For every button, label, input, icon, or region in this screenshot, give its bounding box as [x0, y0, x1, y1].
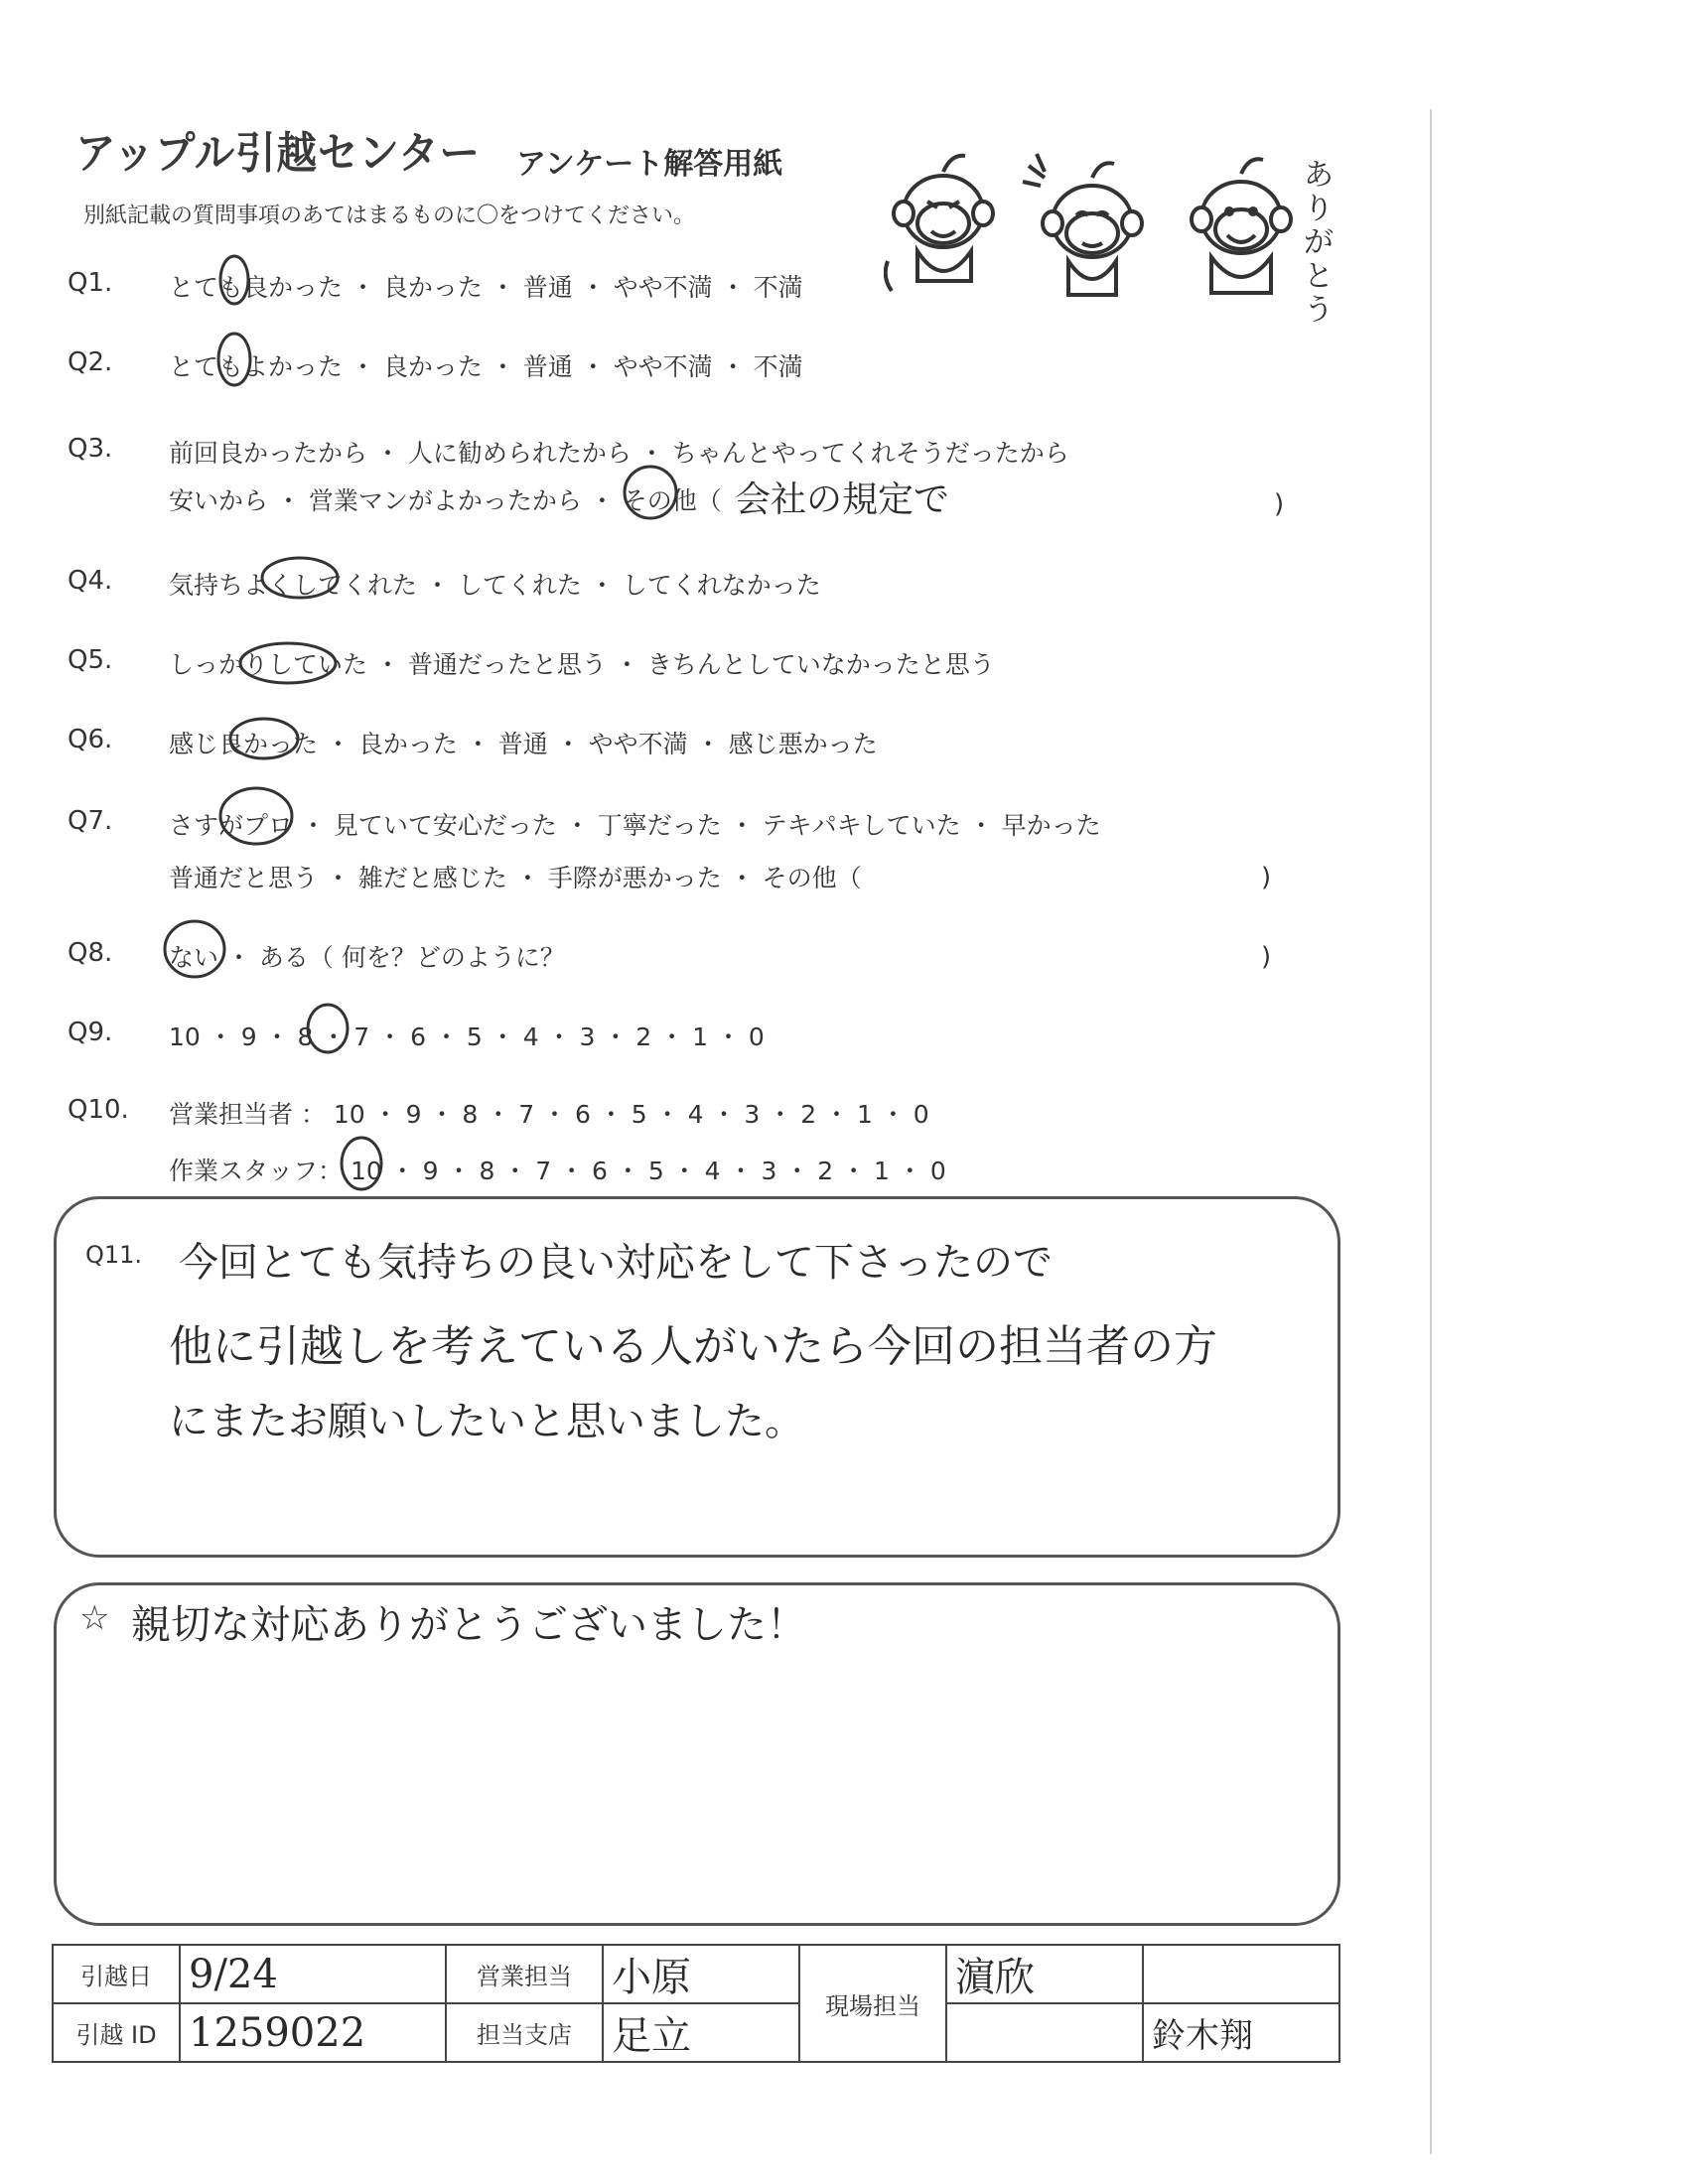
q11-handwritten-line: 他に引越しを考えている人がいたら今回の担当者の方 [169, 1321, 1217, 1372]
comment-handwritten: 親切な対応ありがとうございました！ [131, 1602, 806, 1648]
question-label: Q3. [68, 434, 113, 464]
question-label: Q8. [68, 938, 113, 968]
question-label: Q9. [68, 1018, 113, 1047]
question-q1 [0, 268, 1430, 308]
sales-name: 小原 [603, 1945, 799, 2003]
question-q9 [0, 1018, 1430, 1057]
question-options: 安いから ・ 営業マンがよかったから ・ その他（ [169, 486, 722, 515]
form-title: アンケート解答用紙 [516, 147, 783, 182]
question-options: 気持ちよくしてくれた ・ してくれた ・ してくれなかった [169, 571, 821, 600]
question-q6 [0, 725, 1430, 764]
close-paren: ) [1261, 942, 1272, 972]
move-id-label: 引越 ID [53, 2003, 180, 2062]
question-q8 [0, 938, 1430, 978]
site-label: 現場担当 [799, 1945, 946, 2062]
question-label: Q4. [68, 566, 113, 596]
question-q7-line2 [0, 859, 1430, 898]
footer-info-table [52, 1944, 1340, 2063]
question-options: 営業担当者 ： 10 ・ 9 ・ 8 ・ 7 ・ 6 ・ 5 ・ 4 ・ 3 ・ 2 ・ 1 ・ 0 [169, 1100, 929, 1129]
close-paren: ) [1274, 489, 1285, 519]
question-q5 [0, 645, 1430, 685]
question-options: さすがプロ ・ 見ていて安心だった ・ 丁寧だった ・ テキパキしていた ・ 早かった [169, 811, 1101, 840]
branch-label: 担当支店 [446, 2003, 603, 2062]
question-options: 普通だと思う ・ 雑だと感じた ・ 手際が悪かった ・ その他（ [169, 864, 862, 892]
question-options: とてもよかった ・ 良かった ・ 普通 ・ やや不満 ・ 不満 [169, 352, 803, 381]
company-title: アップル引越センター [75, 128, 481, 179]
question-q3 [0, 434, 1430, 474]
question-q10-line2 [0, 1152, 1430, 1191]
handwritten-answer: 会社の規定で [735, 479, 950, 520]
thanks-vertical-text: あ り が と う [1304, 158, 1334, 328]
q11-handwritten-line: にまたお願いしたいと思いました。 [169, 1399, 804, 1444]
footer-row [53, 2003, 1339, 2062]
question-label: Q5. [68, 645, 113, 675]
empty-cell [1143, 1945, 1339, 2003]
move-date-label: 引越日 [53, 1945, 180, 2003]
page-edge [1430, 109, 1432, 2154]
question-options: 作業スタッフ： 10 ・ 9 ・ 8 ・ 7 ・ 6 ・ 5 ・ 4 ・ 3 ・ 2 ・ 1 ・ 0 [169, 1157, 946, 1185]
q11-label: Q11. [85, 1241, 143, 1269]
question-q4 [0, 566, 1430, 606]
move-date-value: 9/24 [180, 1945, 446, 2003]
question-label: Q10. [68, 1095, 129, 1125]
instruction-text: 別紙記載の質問事項のあてはまるものに〇をつけてください。 [83, 204, 696, 228]
star-icon: ☆ [79, 1598, 110, 1638]
question-options: しっかりしていた ・ 普通だったと思う ・ きちんとしていなかったと思う [169, 650, 995, 679]
close-paren: ) [1261, 863, 1272, 892]
question-options: 10 ・ 9 ・ 8 ・ 7 ・ 6 ・ 5 ・ 4 ・ 3 ・ 2 ・ 1 ・ 0 [169, 1023, 765, 1051]
question-q10 [0, 1095, 1430, 1135]
site-name-1: 濵欣 [946, 1945, 1143, 2003]
question-label: Q6. [68, 725, 113, 754]
move-id-value: 1259022 [180, 2003, 446, 2062]
branch-value: 足立 [603, 2003, 799, 2062]
question-q3-line2 [0, 481, 1430, 521]
question-options: ない ・ ある（ 何を？どのように？ [169, 943, 565, 972]
question-q2 [0, 347, 1430, 387]
question-label: Q2. [68, 347, 113, 377]
empty-cell [946, 2003, 1143, 2062]
sales-label: 営業担当 [446, 1945, 603, 2003]
q11-handwritten-line: 今回とても気持ちの良い対応をして下さったので [179, 1240, 1053, 1286]
footer-row [53, 1945, 1339, 2003]
question-options: 前回良かったから ・ 人に勧められたから ・ ちゃんとやってくれそうだったから [169, 439, 1069, 468]
question-options: とても良かった ・ 良かった ・ 普通 ・ やや不満 ・ 不満 [169, 273, 803, 302]
question-q7 [0, 806, 1430, 846]
question-label: Q7. [68, 806, 113, 836]
question-options: 感じ良かった ・ 良かった ・ 普通 ・ やや不満 ・ 感じ悪かった [169, 730, 878, 758]
site-name-2: 鈴木翔 [1143, 2003, 1339, 2062]
question-label: Q1. [68, 268, 113, 298]
